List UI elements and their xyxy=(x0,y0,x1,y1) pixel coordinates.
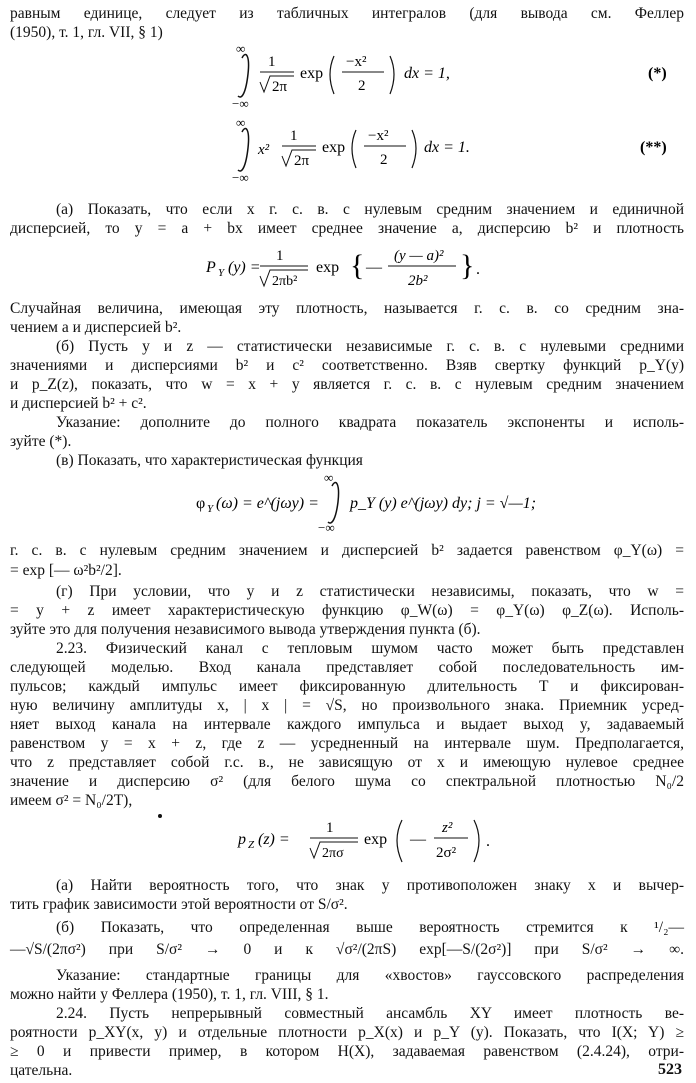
text-line: (б) Показать, что определенная выше вероятность стремится к ¹/₂— xyxy=(56,919,684,936)
integral-lower-limit: −∞ xyxy=(232,96,249,111)
left-paren xyxy=(352,130,356,168)
fraction-numerator: 1 xyxy=(326,820,334,836)
period: . xyxy=(486,833,490,850)
exp-function: exp xyxy=(322,139,346,156)
x-squared: x² xyxy=(258,142,270,158)
density-argument: (z) = xyxy=(258,831,290,848)
exponent-denominator: 2σ² xyxy=(436,845,457,861)
text-line: зуйте это для получения независимого вывода утверждения пункта (б). xyxy=(10,621,481,638)
text-line: можно найти у Феллера (1950), т. 1, гл. VIII, § 1. xyxy=(10,986,329,1003)
integral-lower-limit: −∞ xyxy=(318,520,335,534)
equation-label: (*) xyxy=(648,65,667,82)
equation-pz xyxy=(10,812,684,868)
text-line: 2.24. Пусть непрерывный совместный ансамбль XY имеет плотность ве- xyxy=(56,1005,684,1022)
phi-symbol: φ xyxy=(196,495,206,512)
text-line: дисперсией, то y = a + bx имеет среднее значение a, дисперсию b² и плотность xyxy=(10,220,684,237)
text-line: цательна. xyxy=(10,1062,73,1079)
period: . xyxy=(476,261,480,278)
equation-star xyxy=(10,44,684,114)
left-brace: { xyxy=(350,249,365,282)
text-line: Указание: дополните до полного квадрата показатель экспоненты и исполь- xyxy=(56,414,684,431)
text-line: значениями и дисперсиями b² и c² соответственно. Взяв свертку функций p_Y(y) xyxy=(10,357,684,374)
integral-upper-limit: ∞ xyxy=(236,118,246,130)
text-line: что z представляет собой г.с. в., не зависящую от x и имеющую нулевое среднее xyxy=(10,754,684,771)
text-line: равным единице, следует из табличных интегралов (для вывода см. Феллер xyxy=(10,5,684,22)
text-line: ≥ 0 и привести пример, в котором H(X), задаваемая равенством (2.4.24), отри- xyxy=(10,1043,684,1060)
right-paren xyxy=(390,56,394,94)
integral-upper-limit: ∞ xyxy=(324,472,334,485)
text-line: = y + z имеет характеристическую функцию φ_W(ω) = φ_Y(ω) φ_Z(ω). Исполь- xyxy=(10,602,684,619)
fraction-denominator: 2πσ xyxy=(322,846,344,861)
fraction-numerator: 1 xyxy=(268,54,276,70)
text-line: тить график зависимости этой вероятности от S/σ². xyxy=(10,896,348,913)
stray-dot xyxy=(158,814,162,818)
exponent-denominator: 2 xyxy=(380,152,388,168)
exp-function: exp xyxy=(316,259,340,276)
text-line: пульсов; каждый импульс имеет фиксированную длительность T и фиксирован- xyxy=(10,678,684,695)
exponent-numerator: −x² xyxy=(346,54,367,70)
text-line: ную величину амплитуды x, | x | = √S, но произвольного знака. Приемник усред- xyxy=(10,697,684,714)
equation-phi xyxy=(10,472,684,534)
text-line: (а) Найти вероятность того, что знак y противоположен знаку x и вычер- xyxy=(56,877,684,894)
text-line: = exp [— ω²b²/2]. xyxy=(10,562,122,579)
equation-rhs: dx = 1. xyxy=(424,139,470,156)
text-line: и p_Z(z), показать, что w = x + y является г. с. в. с нулевым средним значением xyxy=(10,376,684,393)
fraction-denominator: 2πb² xyxy=(272,274,298,289)
equation-py xyxy=(10,240,684,296)
phi-integral: p_Y (y) e^(jωy) dy; j = √—1; xyxy=(350,495,537,512)
text-line: няет выход канала на интервале каждого импульса и выдает выход y, задаваемый xyxy=(10,716,684,733)
exp-function: exp xyxy=(364,831,388,848)
fraction-denominator: 2π xyxy=(294,153,310,169)
text-line: следующей моделью. Вход канала представляет собой последовательность им- xyxy=(10,659,684,676)
integral-sign xyxy=(238,129,249,171)
minus-sign: — xyxy=(410,831,426,848)
equation-label: (**) xyxy=(640,139,667,156)
right-paren xyxy=(474,820,479,862)
integral-sign xyxy=(328,483,339,523)
text-line: (г) При условии, что y и z статистически независимы, показать, что w = xyxy=(56,583,684,600)
integral-lower-limit: −∞ xyxy=(232,170,249,185)
integral-sign xyxy=(238,55,249,97)
exponent-numerator: (y — a)² xyxy=(394,248,444,264)
exponent-denominator: 2 xyxy=(358,78,366,94)
density-symbol: P xyxy=(206,259,216,276)
density-subscript: Z xyxy=(248,839,255,851)
phi-definition: (ω) = e^(jωy) = xyxy=(216,495,319,512)
text-line: (б) Пусть y и z — статистически независимые г. с. в. с нулевыми средними xyxy=(56,338,684,355)
page-number: 523 xyxy=(658,1061,682,1078)
exponent-numerator: z² xyxy=(442,820,453,836)
text-line: равенством y = x + z, где z — усредненный на интервале шум. Предполагается, xyxy=(10,735,684,752)
text-line: (а) Показать, что если x г. с. в. с нулевым средним значением и единичной xyxy=(56,201,684,218)
text-line: 2.23. Физический канал с тепловым шумом часто может быть представлен xyxy=(56,640,684,657)
phi-subscript: Y xyxy=(207,503,214,515)
text-line: г. с. в. с нулевым средним значением и дисперсией b² задается равенством φ_Y(ω) = xyxy=(10,542,684,559)
text-line: зуйте (*). xyxy=(10,433,72,450)
exp-function: exp xyxy=(300,65,324,82)
text-line: имеем σ² = N₀/2T), xyxy=(10,792,133,809)
text-line: (1950), т. 1, гл. VII, § 1) xyxy=(10,24,163,41)
minus-sign: — xyxy=(366,259,382,276)
fraction-numerator: 1 xyxy=(276,248,284,264)
text-line: чением a и дисперсией b². xyxy=(10,319,182,336)
text-line: и дисперсией b² + c². xyxy=(10,395,147,412)
text-line: роятности p_XY(x, y) и отдельные плотности p_X(x) и p_Y (y). Показать, что I(X; Y) ≥ xyxy=(10,1024,684,1041)
density-symbol: p xyxy=(238,831,246,848)
exponent-numerator: −x² xyxy=(368,128,389,144)
exponent-denominator: 2b² xyxy=(408,273,428,289)
integral-upper-limit: ∞ xyxy=(236,44,246,56)
text-line: значение и дисперсию σ² (для белого шума со спектральной плотностью N₀/2 xyxy=(10,773,684,790)
text-line: Случайная величина, имеющая эту плотность, называется г. с. в. со средним зна- xyxy=(10,300,684,317)
fraction-numerator: 1 xyxy=(290,128,298,144)
equation-rhs: dx = 1, xyxy=(404,65,450,82)
left-paren xyxy=(330,56,334,94)
fraction-denominator: 2π xyxy=(272,79,288,95)
text-line: —√S/(2πσ²) при S/σ² → 0 и к √σ²/(2πS) exp[—S/(2σ²)] при S/σ² → ∞. xyxy=(10,941,684,958)
text-line: Указание: стандартные границы для «хвостов» гауссовского распределения xyxy=(56,967,684,984)
right-paren xyxy=(412,130,416,168)
right-brace: } xyxy=(460,249,475,282)
density-subscript: Y xyxy=(218,267,225,279)
equation-doublestar xyxy=(10,118,684,188)
text-line: (в) Показать, что характеристическая функция xyxy=(56,452,363,469)
left-paren xyxy=(397,820,402,862)
density-argument: (y) = xyxy=(228,259,261,276)
